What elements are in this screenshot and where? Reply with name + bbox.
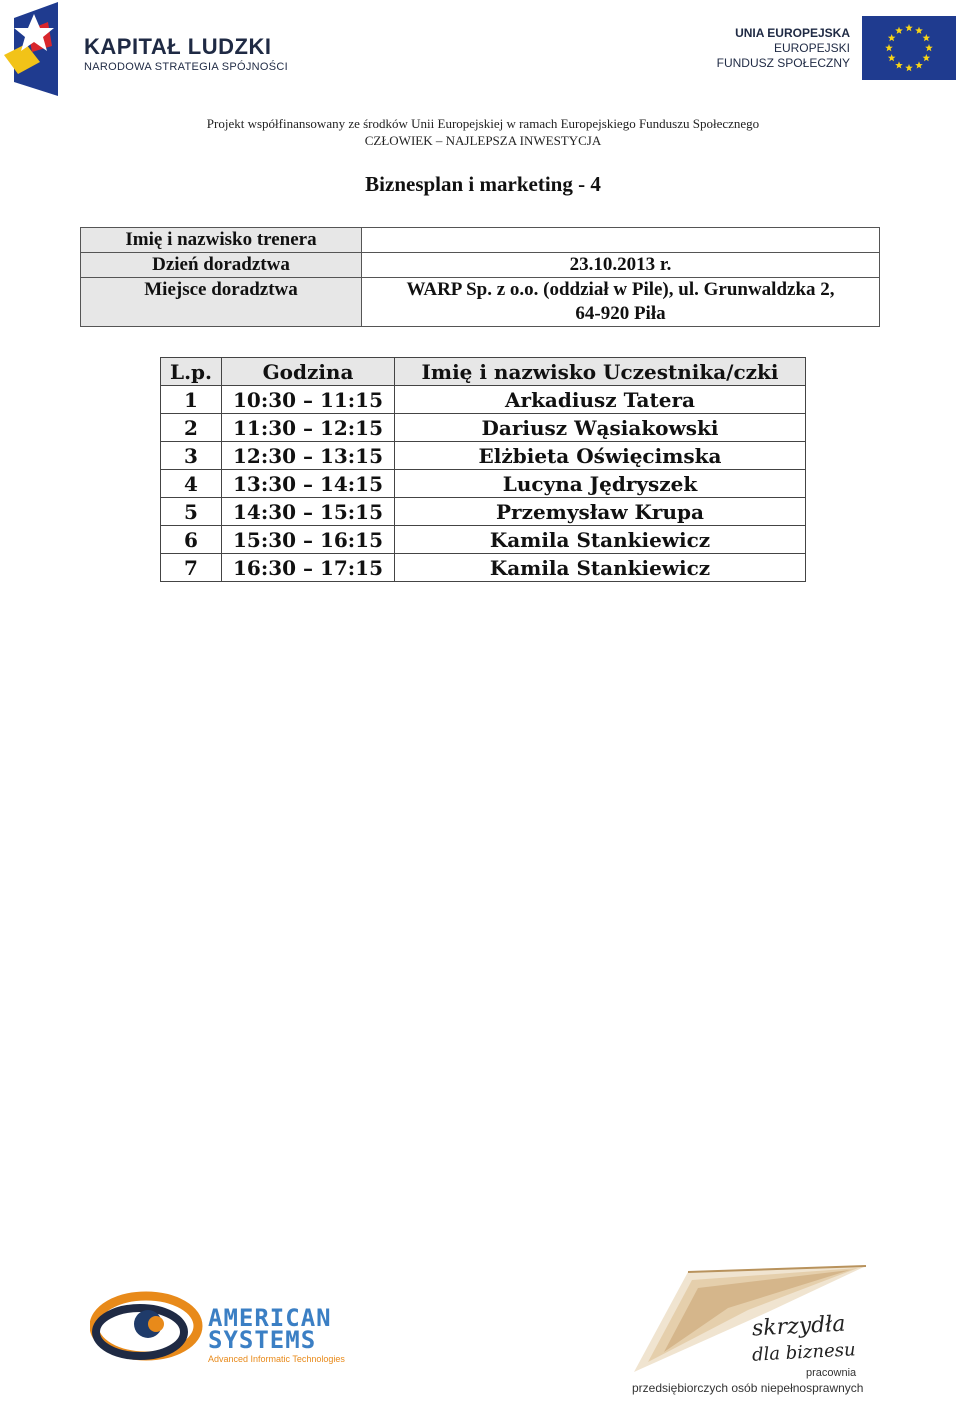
- american-systems-logo: [90, 1280, 380, 1370]
- eu-line1: UNIA EUROPEJSKA: [735, 26, 850, 40]
- trainer-row: [81, 228, 880, 253]
- eu-line2: EUROPEJSKI: [773, 41, 850, 55]
- eu-logo-text: [717, 26, 850, 71]
- row-time: 15:30 – 16:15: [222, 526, 395, 554]
- header-lp: L.p.: [161, 358, 222, 386]
- date-row: [81, 253, 880, 278]
- info-table: [80, 227, 880, 327]
- row-name: Dariusz Wąsiakowski: [395, 414, 806, 442]
- date-value: 23.10.2013 r.: [362, 253, 880, 278]
- document-title: Biznesplan i marketing - 4: [365, 172, 601, 196]
- kapital-ludzki-title: KAPITAŁ LUDZKI: [84, 34, 272, 59]
- table-row: [161, 386, 806, 414]
- row-lp: 5: [161, 498, 222, 526]
- row-time: 14:30 – 15:15: [222, 498, 395, 526]
- table-row: [161, 498, 806, 526]
- header-time: Godzina: [222, 358, 395, 386]
- schedule-table: [160, 357, 806, 582]
- row-name: Elżbieta Oświęcimska: [395, 442, 806, 470]
- table-row: [161, 554, 806, 582]
- row-lp: 7: [161, 554, 222, 582]
- trainer-label: Imię i nazwisko trenera: [81, 228, 362, 253]
- row-time: 11:30 – 12:15: [222, 414, 395, 442]
- table-row: [161, 526, 806, 554]
- row-name: Lucyna Jędryszek: [395, 470, 806, 498]
- table-row: [161, 414, 806, 442]
- row-time: 10:30 – 11:15: [222, 386, 395, 414]
- date-label: Dzień doradztwa: [81, 253, 362, 278]
- row-name: Kamila Stankiewicz: [395, 554, 806, 582]
- table-row: [161, 442, 806, 470]
- skrzydla-word1: skrzydła: [751, 1311, 847, 1342]
- trainer-value: [362, 228, 880, 253]
- place-label: Miejsce doradztwa: [81, 278, 362, 327]
- row-lp: 1: [161, 386, 222, 414]
- header-participant: Imię i nazwisko Uczestnika/czki: [395, 358, 806, 386]
- kapital-ludzki-subtitle: NARODOWA STRATEGIA SPÓJNOŚCI: [84, 61, 288, 73]
- row-lp: 3: [161, 442, 222, 470]
- place-value: [362, 278, 880, 327]
- american-systems-tagline: Advanced Informatic Technologies: [208, 1354, 345, 1364]
- row-time: 16:30 – 17:15: [222, 554, 395, 582]
- place-value-line2: 64-920 Piła: [575, 303, 666, 324]
- place-row: [81, 278, 880, 327]
- skrzydla-caption: przedsiębiorczych osób niepełnosprawnych: [632, 1381, 864, 1395]
- skrzydla-word2: dla biznesu: [751, 1339, 857, 1366]
- schedule-header-row: [161, 358, 806, 386]
- american-systems-name1: AMERICAN: [208, 1304, 332, 1332]
- row-time: 12:30 – 13:15: [222, 442, 395, 470]
- row-lp: 6: [161, 526, 222, 554]
- american-systems-name2: SYSTEMS: [208, 1326, 317, 1354]
- skrzydla-word3: pracownia: [806, 1367, 857, 1379]
- row-lp: 2: [161, 414, 222, 442]
- row-time: 13:30 – 14:15: [222, 470, 395, 498]
- table-row: [161, 470, 806, 498]
- project-line-1: Projekt współfinansowany ze środków Unii Europejskiej w ramach Europejskiego Funduszu Społecznego: [206, 116, 760, 131]
- row-name: Arkadiusz Tatera: [395, 386, 806, 414]
- row-name: Kamila Stankiewicz: [395, 526, 806, 554]
- project-cofinancing-note: [0, 115, 960, 149]
- place-value-line1: WARP Sp. z o.o. (oddział w Pile), ul. Grunwaldzka 2,: [406, 279, 835, 300]
- project-line-2: CZŁOWIEK – NAJLEPSZA INWESTYCJA: [364, 133, 602, 148]
- row-lp: 4: [161, 470, 222, 498]
- eu-flag-icon: [862, 16, 956, 80]
- row-name: Przemysław Krupa: [395, 498, 806, 526]
- eu-line3: FUNDUSZ SPOŁECZNY: [716, 56, 850, 70]
